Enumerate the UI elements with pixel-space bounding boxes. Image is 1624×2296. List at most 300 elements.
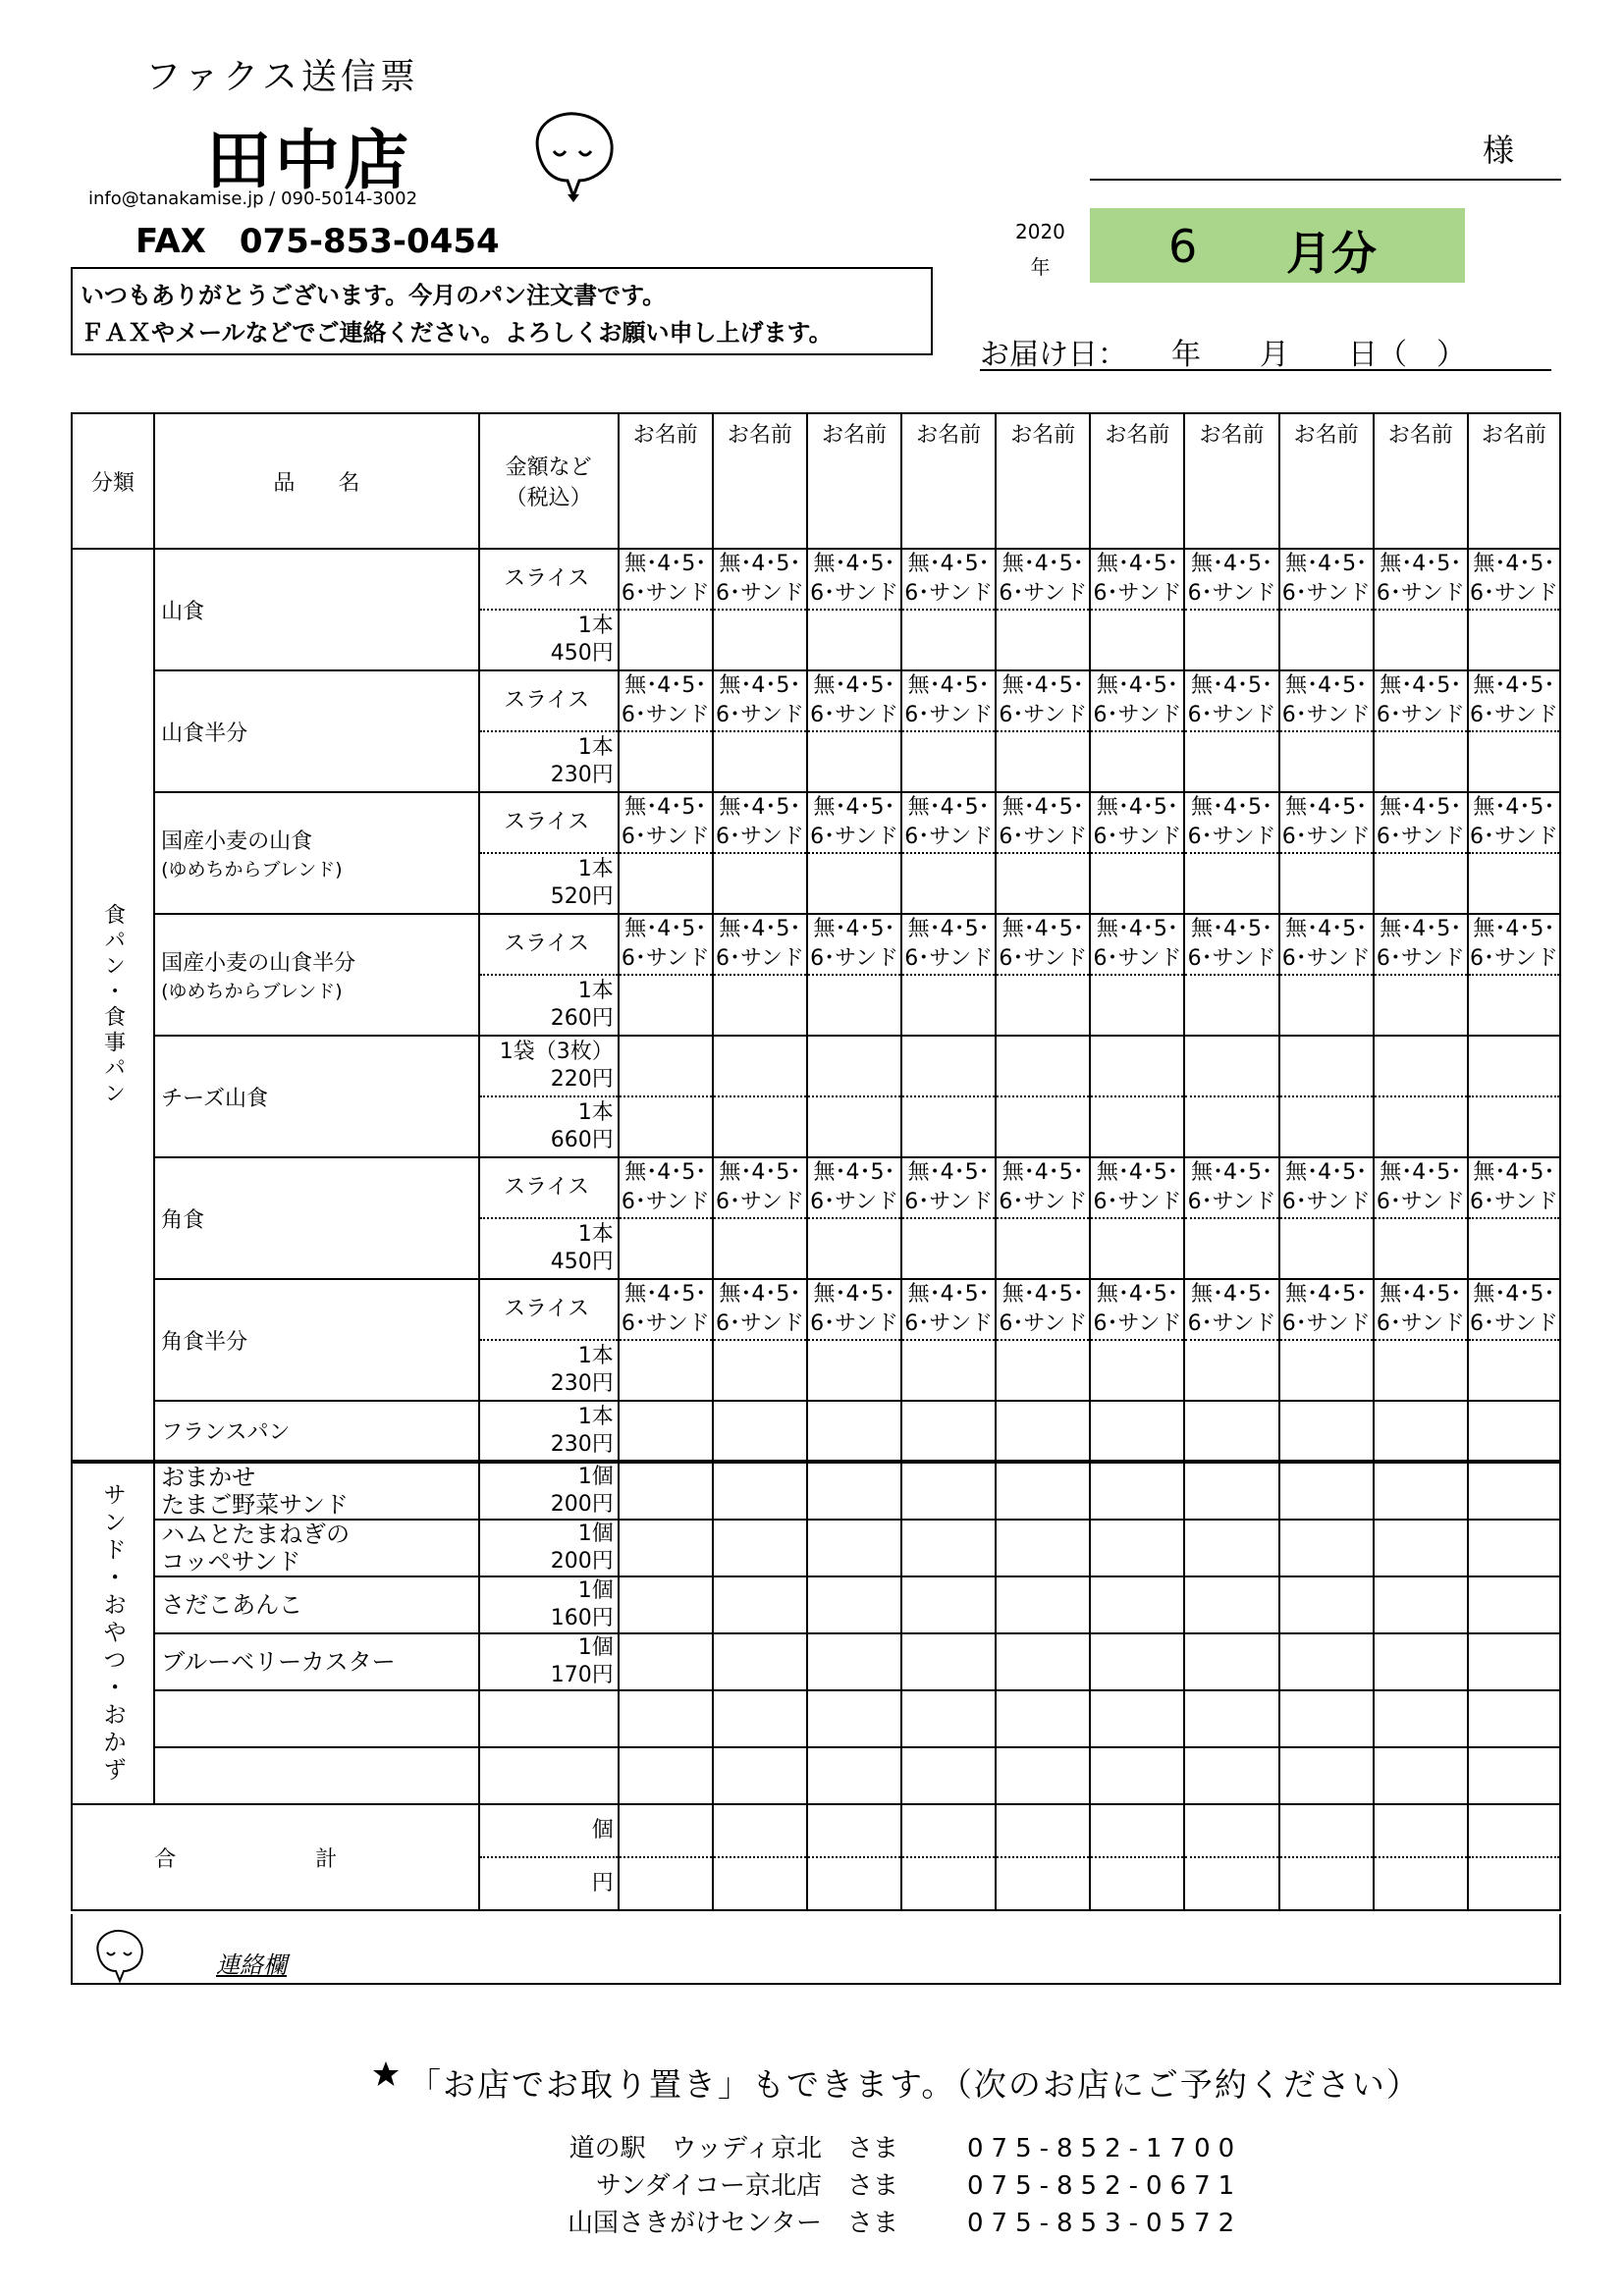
order-cell[interactable] bbox=[1184, 1401, 1278, 1462]
order-cell[interactable] bbox=[619, 1804, 713, 1857]
customer-name-header: お名前 bbox=[996, 413, 1090, 549]
option-cell[interactable] bbox=[996, 1279, 1090, 1340]
option-cell[interactable] bbox=[1090, 914, 1184, 975]
sand-row bbox=[72, 1462, 1560, 1520]
order-cell[interactable] bbox=[1090, 1218, 1184, 1279]
option-line: 無･4･5･ bbox=[1380, 917, 1462, 941]
option-cell[interactable] bbox=[807, 549, 901, 610]
order-cell[interactable] bbox=[713, 853, 807, 914]
option-cell[interactable] bbox=[1374, 914, 1468, 975]
order-cell[interactable] bbox=[1184, 853, 1278, 914]
order-cell[interactable] bbox=[996, 1401, 1090, 1462]
order-cell[interactable] bbox=[1468, 853, 1560, 914]
order-cell[interactable] bbox=[1374, 1576, 1468, 1633]
order-cell[interactable] bbox=[1090, 975, 1184, 1036]
option-cell[interactable] bbox=[901, 1157, 996, 1218]
option-cell[interactable] bbox=[1374, 1157, 1468, 1218]
order-cell[interactable] bbox=[619, 1401, 713, 1462]
notes-label: 連絡欄 bbox=[216, 1951, 287, 1979]
year-number: 2020 bbox=[1015, 220, 1065, 243]
order-cell[interactable] bbox=[713, 1462, 807, 1520]
option-cell[interactable] bbox=[1279, 914, 1374, 975]
order-cell[interactable] bbox=[1184, 1857, 1278, 1910]
order-cell[interactable] bbox=[1184, 1218, 1278, 1279]
order-cell[interactable] bbox=[901, 1462, 996, 1520]
sand-name bbox=[154, 1520, 478, 1576]
order-cell[interactable] bbox=[807, 1036, 901, 1096]
order-cell[interactable] bbox=[713, 1690, 807, 1747]
order-cell[interactable] bbox=[1468, 1690, 1560, 1747]
option-cell[interactable] bbox=[1468, 670, 1560, 731]
customer-name-header: お名前 bbox=[619, 413, 713, 549]
option-cell[interactable] bbox=[1090, 1157, 1184, 1218]
order-cell[interactable] bbox=[807, 1747, 901, 1804]
price-cell bbox=[479, 1218, 619, 1279]
order-cell[interactable] bbox=[807, 1462, 901, 1520]
order-cell[interactable] bbox=[1374, 610, 1468, 670]
order-cell[interactable] bbox=[1279, 1218, 1374, 1279]
option-cell[interactable] bbox=[619, 914, 713, 975]
order-cell[interactable] bbox=[1090, 731, 1184, 792]
sand-name-line: コッペサンド bbox=[161, 1548, 301, 1575]
notes-box[interactable] bbox=[71, 1914, 1561, 1985]
order-cell[interactable] bbox=[1184, 1804, 1278, 1857]
order-cell[interactable] bbox=[713, 1096, 807, 1157]
option-cell[interactable] bbox=[1374, 549, 1468, 610]
option-cell[interactable] bbox=[996, 792, 1090, 853]
order-cell[interactable] bbox=[1468, 1218, 1560, 1279]
option-cell[interactable] bbox=[1090, 670, 1184, 731]
recipient-field[interactable] bbox=[1090, 179, 1561, 181]
order-cell[interactable] bbox=[713, 1747, 807, 1804]
order-cell[interactable] bbox=[807, 1218, 901, 1279]
order-cell[interactable] bbox=[1090, 1036, 1184, 1096]
order-cell[interactable] bbox=[996, 1462, 1090, 1520]
option-cell[interactable] bbox=[996, 670, 1090, 731]
option-cell[interactable] bbox=[1468, 1157, 1560, 1218]
option-line: 無･4･5･ bbox=[1001, 673, 1084, 698]
order-cell[interactable] bbox=[1374, 1036, 1468, 1096]
option-cell[interactable] bbox=[619, 792, 713, 853]
option-line: 無･4･5･ bbox=[1473, 673, 1555, 698]
order-cell[interactable] bbox=[996, 1036, 1090, 1096]
order-cell[interactable] bbox=[1090, 1462, 1184, 1520]
order-cell[interactable] bbox=[713, 1401, 807, 1462]
option-cell[interactable] bbox=[807, 670, 901, 731]
order-cell[interactable] bbox=[1090, 1857, 1184, 1910]
order-cell[interactable] bbox=[713, 1520, 807, 1576]
total-label: 合 計 bbox=[72, 1804, 479, 1910]
option-cell[interactable] bbox=[901, 914, 996, 975]
option-line: 無･4･5･ bbox=[907, 917, 990, 941]
order-cell[interactable] bbox=[1374, 1218, 1468, 1279]
order-cell[interactable] bbox=[996, 1096, 1090, 1157]
option-cell[interactable] bbox=[1374, 792, 1468, 853]
order-cell[interactable] bbox=[1374, 975, 1468, 1036]
order-cell[interactable] bbox=[1279, 1096, 1374, 1157]
order-cell[interactable] bbox=[901, 853, 996, 914]
order-cell[interactable] bbox=[1279, 1804, 1374, 1857]
option-line: 6･サンド bbox=[621, 703, 710, 727]
price-text: スライス bbox=[504, 688, 590, 713]
option-cell[interactable] bbox=[619, 549, 713, 610]
order-cell[interactable] bbox=[901, 610, 996, 670]
order-cell[interactable] bbox=[1184, 1690, 1278, 1747]
order-cell[interactable] bbox=[1279, 1340, 1374, 1401]
option-cell[interactable] bbox=[1279, 792, 1374, 853]
order-cell[interactable] bbox=[901, 1857, 996, 1910]
option-cell[interactable] bbox=[619, 1279, 713, 1340]
order-cell[interactable] bbox=[1184, 1520, 1278, 1576]
order-cell[interactable] bbox=[807, 731, 901, 792]
product-row bbox=[72, 549, 1560, 610]
order-cell[interactable] bbox=[901, 731, 996, 792]
order-cell[interactable] bbox=[1184, 1096, 1278, 1157]
customer-name-header: お名前 bbox=[1090, 413, 1184, 549]
order-cell[interactable] bbox=[901, 1804, 996, 1857]
order-cell[interactable] bbox=[1374, 1096, 1468, 1157]
order-cell[interactable] bbox=[1468, 1633, 1560, 1690]
option-line: 無･4･5･ bbox=[719, 552, 801, 576]
option-cell[interactable] bbox=[619, 1157, 713, 1218]
order-cell[interactable] bbox=[619, 1096, 713, 1157]
price-text: 230円 bbox=[550, 1431, 614, 1457]
order-cell[interactable] bbox=[1374, 1401, 1468, 1462]
order-cell[interactable] bbox=[901, 1096, 996, 1157]
order-cell[interactable] bbox=[996, 853, 1090, 914]
order-cell[interactable] bbox=[807, 1576, 901, 1633]
price-text: スライス bbox=[504, 932, 590, 956]
order-cell[interactable] bbox=[479, 1690, 619, 1747]
option-cell[interactable] bbox=[713, 914, 807, 975]
option-cell[interactable] bbox=[1184, 1157, 1278, 1218]
order-cell[interactable] bbox=[901, 1401, 996, 1462]
option-cell[interactable] bbox=[996, 1157, 1090, 1218]
option-cell[interactable] bbox=[1184, 670, 1278, 731]
order-cell[interactable] bbox=[1279, 1690, 1374, 1747]
option-cell[interactable] bbox=[807, 792, 901, 853]
option-line: 無･4･5･ bbox=[907, 1160, 990, 1185]
option-cell[interactable] bbox=[1279, 1279, 1374, 1340]
option-line: 6･サンド bbox=[1093, 703, 1182, 727]
order-cell[interactable] bbox=[996, 1747, 1090, 1804]
option-cell[interactable] bbox=[807, 914, 901, 975]
option-line: 6･サンド bbox=[1376, 946, 1465, 971]
order-cell[interactable] bbox=[996, 731, 1090, 792]
option-cell[interactable] bbox=[1279, 1157, 1374, 1218]
order-cell[interactable] bbox=[1184, 1340, 1278, 1401]
option-cell[interactable] bbox=[1468, 1279, 1560, 1340]
order-cell[interactable] bbox=[901, 1576, 996, 1633]
order-cell[interactable] bbox=[619, 1520, 713, 1576]
option-line: 6･サンド bbox=[1281, 825, 1371, 849]
order-cell[interactable] bbox=[1279, 1401, 1374, 1462]
store-row bbox=[432, 2130, 1242, 2167]
option-cell[interactable] bbox=[996, 549, 1090, 610]
order-cell[interactable] bbox=[1279, 975, 1374, 1036]
option-cell[interactable] bbox=[1468, 792, 1560, 853]
option-line: 6･サンド bbox=[999, 581, 1088, 606]
order-cell[interactable] bbox=[479, 1747, 619, 1804]
order-cell[interactable] bbox=[619, 1462, 713, 1520]
option-cell[interactable] bbox=[807, 1279, 901, 1340]
order-cell[interactable] bbox=[1090, 1096, 1184, 1157]
option-cell[interactable] bbox=[1374, 1279, 1468, 1340]
order-cell[interactable] bbox=[1090, 853, 1184, 914]
order-cell[interactable] bbox=[807, 1096, 901, 1157]
order-cell[interactable] bbox=[619, 1633, 713, 1690]
order-cell[interactable] bbox=[996, 1576, 1090, 1633]
order-cell[interactable] bbox=[1374, 1804, 1468, 1857]
option-line: 6･サンド bbox=[1469, 1311, 1558, 1336]
order-cell[interactable] bbox=[1184, 1576, 1278, 1633]
option-cell[interactable] bbox=[1279, 549, 1374, 610]
option-cell[interactable] bbox=[807, 1157, 901, 1218]
option-line: 無･4･5･ bbox=[1191, 1160, 1273, 1185]
order-cell[interactable] bbox=[1090, 1690, 1184, 1747]
order-cell[interactable] bbox=[1279, 1036, 1374, 1096]
option-line: 6･サンド bbox=[1469, 703, 1558, 727]
option-cell[interactable] bbox=[1468, 914, 1560, 975]
price-text: 1本 bbox=[577, 1100, 614, 1125]
option-cell[interactable] bbox=[1468, 549, 1560, 610]
shop-name: 田中店 bbox=[206, 123, 412, 198]
option-cell[interactable] bbox=[713, 670, 807, 731]
order-cell[interactable] bbox=[901, 975, 996, 1036]
option-line: 無･4･5･ bbox=[1285, 1160, 1368, 1185]
mascot-icon bbox=[528, 108, 619, 206]
option-cell[interactable] bbox=[1090, 1279, 1184, 1340]
order-cell[interactable] bbox=[1279, 1747, 1374, 1804]
order-cell[interactable] bbox=[1184, 1036, 1278, 1096]
order-cell[interactable] bbox=[1090, 1401, 1184, 1462]
order-cell[interactable] bbox=[1374, 853, 1468, 914]
order-cell[interactable] bbox=[1279, 1462, 1374, 1520]
order-cell[interactable] bbox=[1184, 731, 1278, 792]
product-name-text: 山食 bbox=[161, 599, 205, 624]
order-cell[interactable] bbox=[619, 1340, 713, 1401]
option-line: 無･4･5･ bbox=[1473, 795, 1555, 820]
option-line: 無･4･5･ bbox=[1285, 795, 1368, 820]
order-cell[interactable] bbox=[1468, 1401, 1560, 1462]
order-cell[interactable] bbox=[713, 1340, 807, 1401]
option-line: 無･4･5･ bbox=[1096, 1160, 1178, 1185]
order-cell[interactable] bbox=[807, 975, 901, 1036]
order-cell[interactable] bbox=[1279, 731, 1374, 792]
month-label: 月分 bbox=[1286, 227, 1377, 280]
order-cell[interactable] bbox=[713, 610, 807, 670]
option-line: 6･サンド bbox=[810, 825, 898, 849]
order-cell[interactable] bbox=[901, 1218, 996, 1279]
order-cell[interactable] bbox=[1279, 1576, 1374, 1633]
order-cell[interactable] bbox=[713, 1576, 807, 1633]
order-cell[interactable] bbox=[1374, 731, 1468, 792]
order-cell[interactable] bbox=[619, 1690, 713, 1747]
order-cell[interactable] bbox=[619, 975, 713, 1036]
option-cell[interactable] bbox=[901, 549, 996, 610]
order-cell[interactable] bbox=[807, 610, 901, 670]
order-cell[interactable] bbox=[901, 1747, 996, 1804]
price-text: スライス bbox=[504, 1175, 590, 1200]
order-cell[interactable] bbox=[1184, 1747, 1278, 1804]
order-cell[interactable] bbox=[1279, 610, 1374, 670]
option-cell[interactable] bbox=[901, 1279, 996, 1340]
option-line: 6･サンド bbox=[999, 1311, 1088, 1336]
order-cell[interactable] bbox=[713, 1857, 807, 1910]
order-cell[interactable] bbox=[1090, 1633, 1184, 1690]
order-cell[interactable] bbox=[1468, 610, 1560, 670]
price-cell bbox=[479, 1462, 619, 1520]
order-cell[interactable] bbox=[1468, 975, 1560, 1036]
option-line: 無･4･5･ bbox=[1473, 1282, 1555, 1307]
order-cell[interactable] bbox=[901, 1633, 996, 1690]
option-cell[interactable] bbox=[1184, 914, 1278, 975]
product-row bbox=[72, 1401, 1560, 1462]
order-cell[interactable] bbox=[1374, 1633, 1468, 1690]
order-cell[interactable] bbox=[713, 1633, 807, 1690]
order-cell[interactable] bbox=[1374, 1690, 1468, 1747]
order-cell[interactable] bbox=[1468, 1462, 1560, 1520]
order-cell[interactable] bbox=[996, 610, 1090, 670]
option-line: 6･サンド bbox=[999, 825, 1088, 849]
order-cell[interactable] bbox=[996, 1857, 1090, 1910]
order-cell[interactable] bbox=[996, 1633, 1090, 1690]
price-text: 1本 bbox=[577, 1344, 614, 1368]
store-name: 道の駅 ウッディ京北 さま bbox=[568, 2134, 898, 2163]
order-cell[interactable] bbox=[1468, 1036, 1560, 1096]
order-cell[interactable] bbox=[619, 610, 713, 670]
order-cell[interactable] bbox=[619, 1036, 713, 1096]
order-cell[interactable] bbox=[1279, 1857, 1374, 1910]
order-cell[interactable] bbox=[1374, 1340, 1468, 1401]
option-cell[interactable] bbox=[996, 914, 1090, 975]
option-cell[interactable] bbox=[1184, 1279, 1278, 1340]
order-cell[interactable] bbox=[1374, 1857, 1468, 1910]
order-cell[interactable] bbox=[1468, 1340, 1560, 1401]
option-cell[interactable] bbox=[713, 1279, 807, 1340]
sand-row bbox=[72, 1633, 1560, 1690]
order-cell[interactable] bbox=[901, 1690, 996, 1747]
option-line: 無･4･5･ bbox=[1191, 1282, 1273, 1307]
order-cell[interactable] bbox=[996, 1340, 1090, 1401]
sand-name-line: さだこあんこ bbox=[161, 1591, 303, 1619]
order-cell[interactable] bbox=[807, 1633, 901, 1690]
order-cell[interactable] bbox=[1468, 1096, 1560, 1157]
order-cell[interactable] bbox=[619, 731, 713, 792]
order-cell[interactable] bbox=[996, 1218, 1090, 1279]
order-cell[interactable] bbox=[713, 1036, 807, 1096]
order-cell[interactable] bbox=[996, 1520, 1090, 1576]
order-cell[interactable] bbox=[154, 1690, 478, 1747]
option-cell[interactable] bbox=[1184, 549, 1278, 610]
order-cell[interactable] bbox=[996, 1804, 1090, 1857]
order-cell[interactable] bbox=[807, 853, 901, 914]
option-cell[interactable] bbox=[713, 1157, 807, 1218]
order-cell[interactable] bbox=[1468, 1520, 1560, 1576]
order-cell[interactable] bbox=[901, 1340, 996, 1401]
product-name bbox=[154, 670, 478, 792]
price-text: スライス bbox=[504, 810, 590, 834]
option-line: 無･4･5･ bbox=[1380, 1160, 1462, 1185]
order-cell[interactable] bbox=[807, 1340, 901, 1401]
order-cell[interactable] bbox=[1090, 1520, 1184, 1576]
price-header-line: （税込） bbox=[505, 486, 592, 510]
order-cell[interactable] bbox=[1468, 1857, 1560, 1910]
order-cell[interactable] bbox=[901, 1036, 996, 1096]
option-cell[interactable] bbox=[901, 670, 996, 731]
price-header bbox=[479, 413, 619, 549]
order-cell[interactable] bbox=[807, 1690, 901, 1747]
order-cell[interactable] bbox=[996, 1690, 1090, 1747]
price-text: 230円 bbox=[550, 1371, 614, 1396]
option-cell[interactable] bbox=[1374, 670, 1468, 731]
order-cell[interactable] bbox=[619, 853, 713, 914]
option-cell[interactable] bbox=[901, 792, 996, 853]
order-cell[interactable] bbox=[1279, 1520, 1374, 1576]
order-cell[interactable] bbox=[1090, 1576, 1184, 1633]
option-line: 6･サンド bbox=[1469, 581, 1558, 606]
sand-row bbox=[72, 1576, 1560, 1633]
order-cell[interactable] bbox=[901, 1520, 996, 1576]
order-cell[interactable] bbox=[1184, 975, 1278, 1036]
option-cell[interactable] bbox=[1279, 670, 1374, 731]
order-cell[interactable] bbox=[619, 1747, 713, 1804]
order-cell[interactable] bbox=[1374, 1462, 1468, 1520]
order-cell[interactable] bbox=[1090, 610, 1184, 670]
order-cell[interactable] bbox=[713, 1804, 807, 1857]
order-cell[interactable] bbox=[154, 1747, 478, 1804]
option-cell[interactable] bbox=[713, 549, 807, 610]
order-cell[interactable] bbox=[619, 1218, 713, 1279]
month-box bbox=[1090, 208, 1465, 283]
order-cell[interactable] bbox=[1374, 1747, 1468, 1804]
order-cell[interactable] bbox=[713, 731, 807, 792]
order-cell[interactable] bbox=[619, 1576, 713, 1633]
order-cell[interactable] bbox=[807, 1401, 901, 1462]
option-line: 6･サンド bbox=[904, 946, 994, 971]
order-cell[interactable] bbox=[619, 1857, 713, 1910]
option-line: 無･4･5･ bbox=[624, 1160, 707, 1185]
option-cell[interactable] bbox=[713, 792, 807, 853]
order-cell[interactable] bbox=[1184, 610, 1278, 670]
order-cell[interactable] bbox=[1468, 731, 1560, 792]
order-cell[interactable] bbox=[807, 1804, 901, 1857]
order-cell[interactable] bbox=[1468, 1804, 1560, 1857]
order-cell[interactable] bbox=[1184, 1633, 1278, 1690]
option-cell[interactable] bbox=[1090, 792, 1184, 853]
order-cell[interactable] bbox=[1090, 1340, 1184, 1401]
order-cell[interactable] bbox=[713, 975, 807, 1036]
order-cell[interactable] bbox=[1468, 1747, 1560, 1804]
order-cell[interactable] bbox=[1468, 1576, 1560, 1633]
order-cell[interactable] bbox=[1090, 1804, 1184, 1857]
order-cell[interactable] bbox=[1279, 853, 1374, 914]
option-cell[interactable] bbox=[1184, 792, 1278, 853]
order-cell[interactable] bbox=[1374, 1520, 1468, 1576]
order-cell[interactable] bbox=[996, 975, 1090, 1036]
order-cell[interactable] bbox=[807, 1857, 901, 1910]
option-line: 6･サンド bbox=[715, 581, 804, 606]
order-cell[interactable] bbox=[713, 1218, 807, 1279]
product-row bbox=[72, 1036, 1560, 1096]
option-cell[interactable] bbox=[619, 670, 713, 731]
order-cell[interactable] bbox=[807, 1520, 901, 1576]
order-cell[interactable] bbox=[1184, 1462, 1278, 1520]
order-cell[interactable] bbox=[1279, 1633, 1374, 1690]
order-cell[interactable] bbox=[1090, 1747, 1184, 1804]
price-text: 230円 bbox=[550, 763, 614, 787]
option-cell[interactable] bbox=[1090, 549, 1184, 610]
